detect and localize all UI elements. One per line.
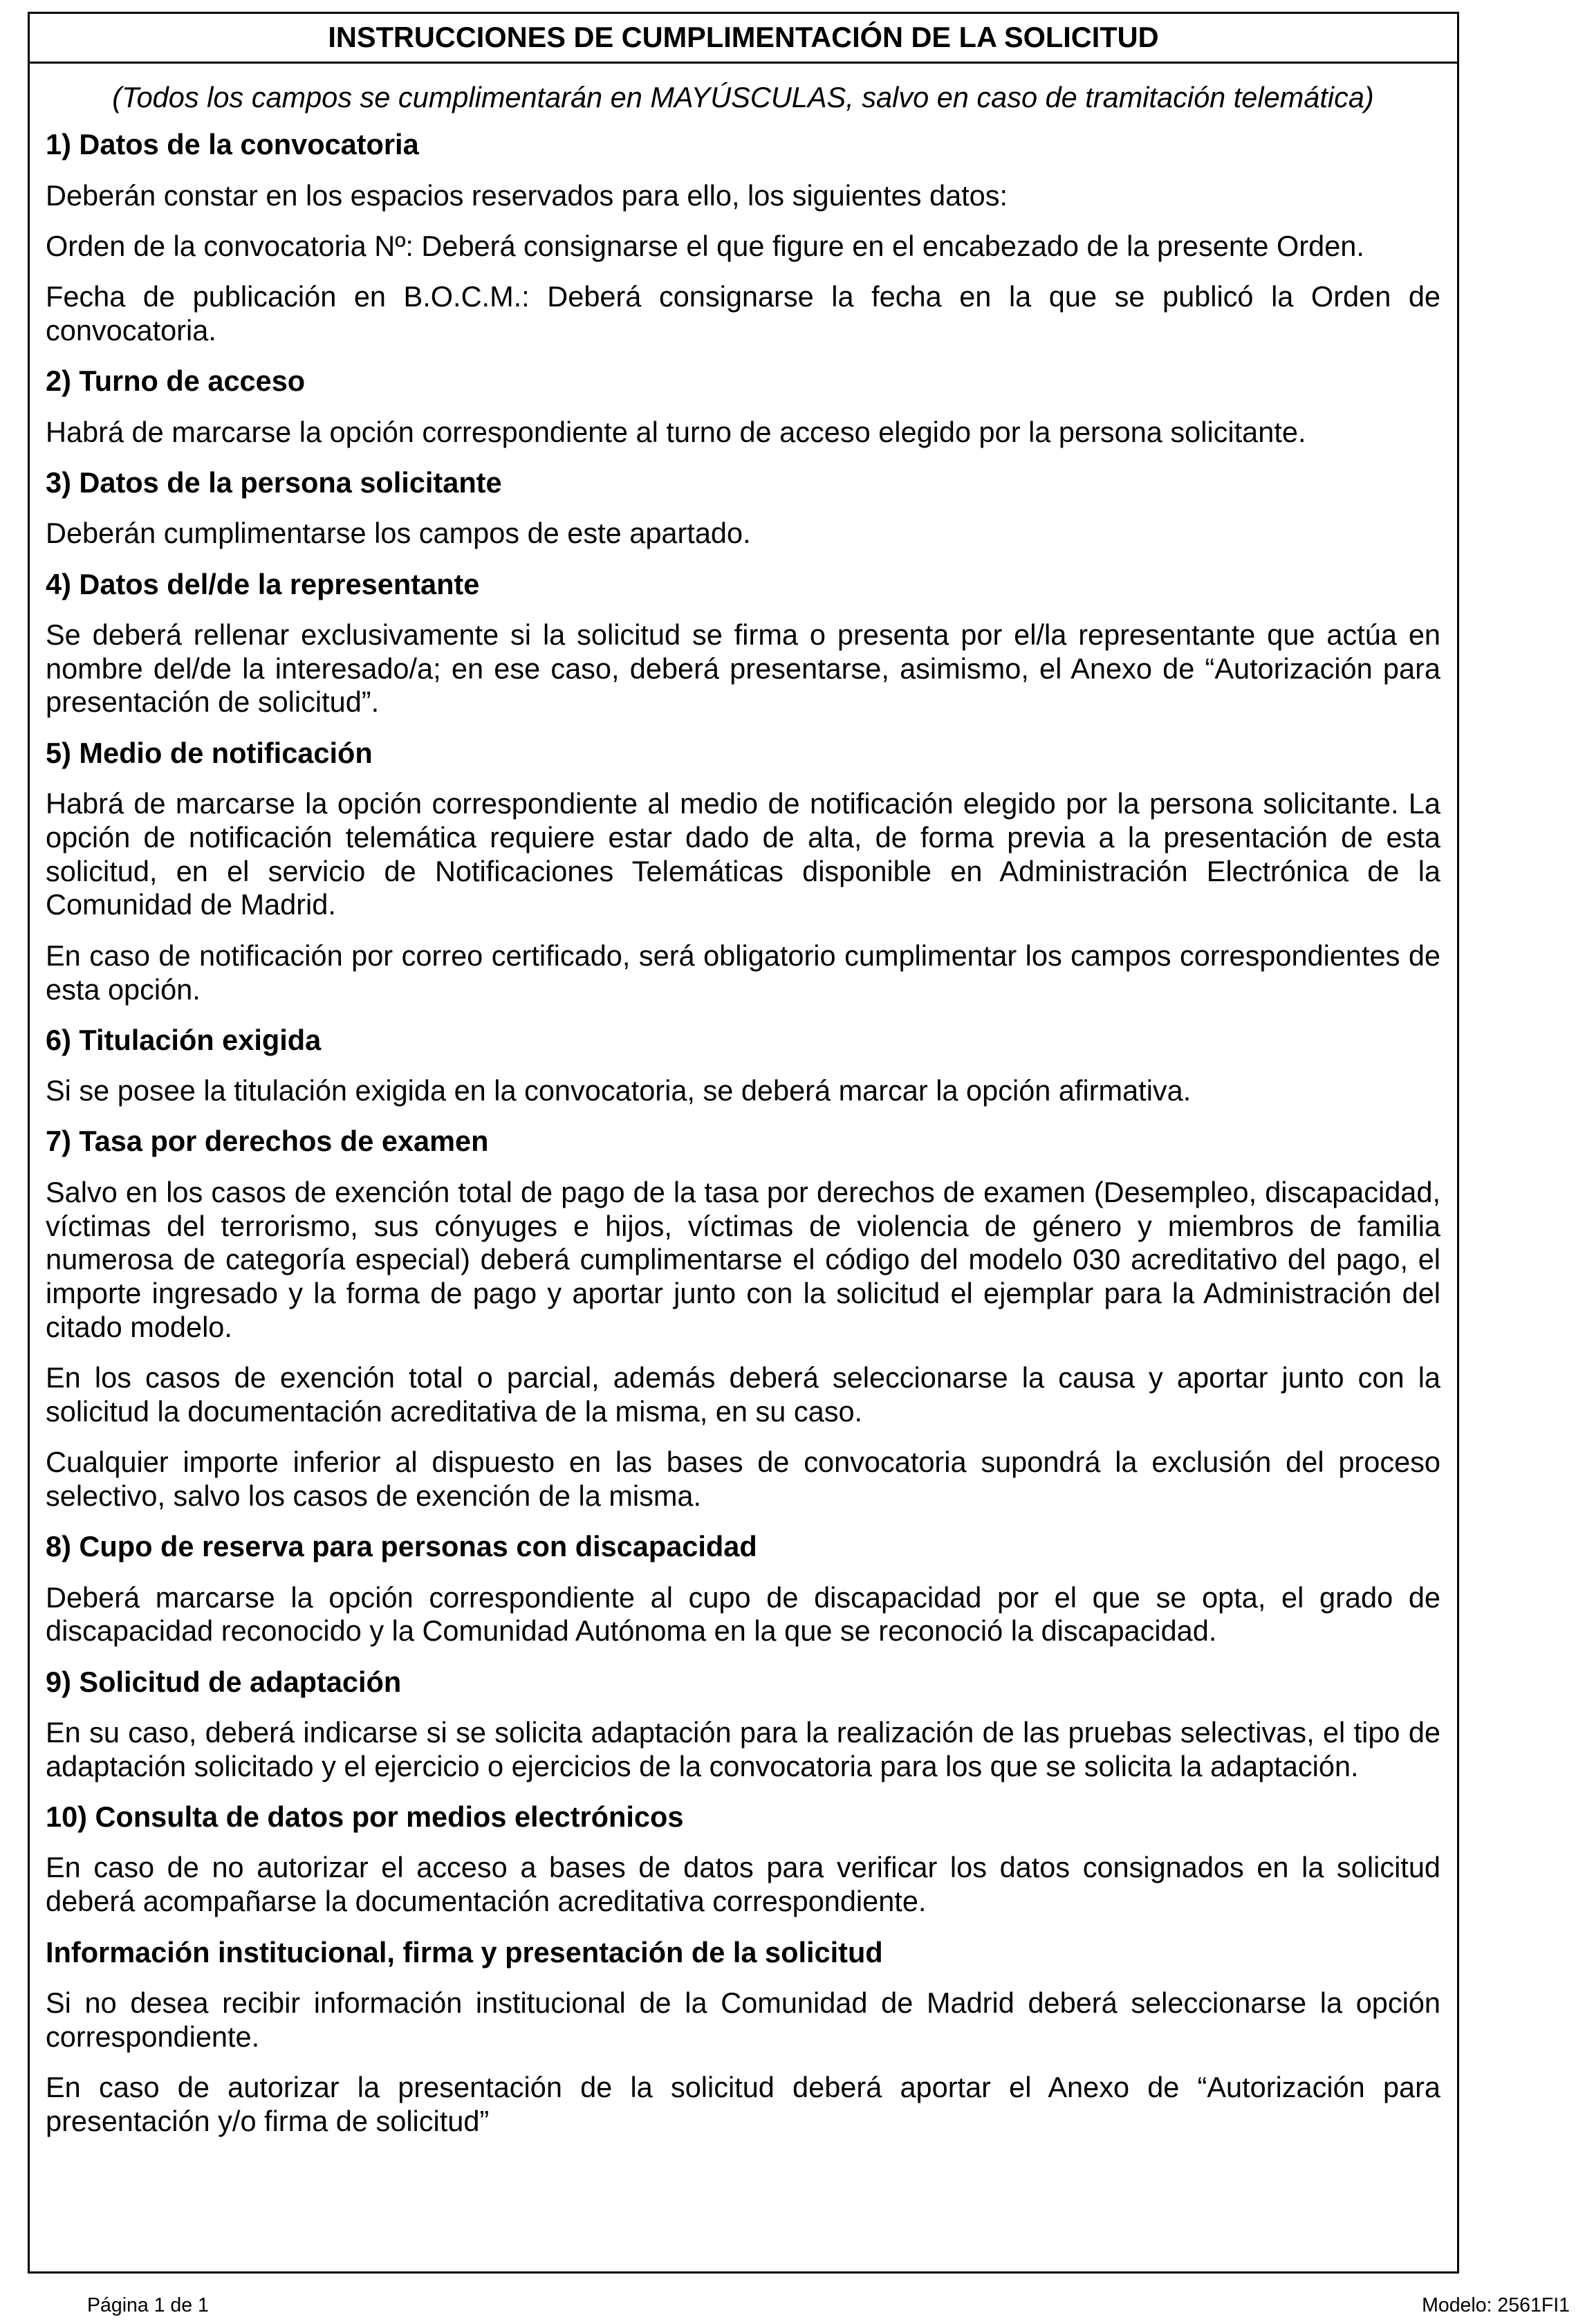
section-heading: 1) Datos de la convocatoria (46, 128, 419, 161)
section-paragraph: Salvo en los casos de exención total de pago de la tasa por derechos de examen (Desempleo, discapacidad, víctimas del terrorismo, sus cónyuges e hijos, víctimas de violencia de género y miembros de familia numerosa de categoría especial) deberá cumplimentarse el código del modelo 030 acreditativo del pago, el importe ingresado y la forma de pago y aportar junto con la solicitud el ejemplar para la Administración del citado modelo. (46, 1175, 1440, 1343)
section-paragraph: Deberán cumplimentarse los campos de este apartado. (46, 517, 751, 550)
section-paragraph: Deberán constar en los espacios reservados para ello, los siguientes datos: (46, 178, 1008, 212)
instructions-box (28, 12, 1459, 2274)
section-heading: 9) Solicitud de adaptación (46, 1665, 402, 1698)
instruction-section (46, 737, 1440, 1007)
section-paragraph: En su caso, deberá indicarse si se solicita adaptación para la realización de las pruebas selectivas, el tipo de adaptación solicitado y el ejercicio o ejercicios de la convocatoria para los que se solicita la adaptación. (46, 1716, 1440, 1782)
title-row (30, 14, 1457, 64)
section-heading: 7) Tasa por derechos de examen (46, 1125, 489, 1158)
section-paragraph: Deberá marcarse la opción correspondiente al cupo de discapacidad por el que se opta, el grado de discapacidad reconocido y la Comunidad Autónoma en la que se reconoció la discapacidad. (46, 1580, 1440, 1648)
section-paragraph: Habrá de marcarse la opción correspondiente al medio de notificación elegido por la persona solicitante. La opción de notificación telemática requiere estar dado de alta, de forma previa a la presentación de esta solicitud, en el servicio de Notificaciones Telemáticas disponible en Administración Electrónica de la Comunidad de Madrid. (46, 787, 1440, 921)
document-title: INSTRUCCIONES DE CUMPLIMENTACIÓN DE LA SOLICITUD (328, 21, 1159, 54)
instruction-section (46, 1936, 1440, 2139)
instruction-section (46, 466, 1440, 551)
page-number: Página 1 de 1 (87, 2294, 209, 2316)
instruction-section (46, 568, 1440, 720)
section-heading: 3) Datos de la persona solicitante (46, 465, 502, 499)
section-paragraph: Si se posee la titulación exigida en la convocatoria, se deberá marcar la opción afirmativa. (46, 1074, 1192, 1107)
instruction-section (46, 1530, 1440, 1648)
section-paragraph: Cualquier importe inferior al dispuesto en las bases de convocatoria supondrá la exclusión del proceso selectivo, salvo los casos de exención de la misma. (46, 1446, 1440, 1513)
instruction-section (46, 1800, 1440, 1919)
section-heading: Información institucional, firma y presentación de la solicitud (46, 1935, 883, 1968)
instruction-section (46, 128, 1440, 347)
section-paragraph: Habrá de marcarse la opción correspondiente al turno de acceso elegido por la persona solicitante. (46, 415, 1306, 448)
section-paragraph: En caso de no autorizar el acceso a bases de datos para verificar los datos consignados en la solicitud deberá acompañarse la documentación acreditativa correspondiente. (46, 1851, 1440, 1918)
instruction-section (46, 1125, 1440, 1513)
section-heading: 8) Cupo de reserva para personas con discapacidad (46, 1530, 757, 1563)
section-paragraph: Si no desea recibir información institucional de la Comunidad de Madrid deberá seleccionarse la opción correspondiente. (46, 1986, 1440, 2053)
instruction-section (46, 1666, 1440, 1784)
model-code: Modelo: 2561FI1 (1422, 2294, 1570, 2316)
instruction-section (46, 365, 1440, 449)
section-paragraph: Fecha de publicación en B.O.C.M.: Deberá consignarse la fecha en la que se publicó la Orden de convocatoria. (46, 280, 1440, 347)
section-heading: 4) Datos del/de la representante (46, 567, 480, 600)
section-heading: 10) Consulta de datos por medios electrónicos (46, 1800, 684, 1834)
section-paragraph: En los casos de exención total o parcial, además deberá seleccionarse la causa y aportar junto con la solicitud la documentación acreditativa de la misma, en su caso. (46, 1361, 1440, 1428)
section-paragraph: En caso de notificación por correo certificado, será obligatorio cumplimentar los campos correspondientes de esta opción. (46, 939, 1440, 1006)
section-paragraph: Orden de la convocatoria Nº: Deberá consignarse el que figure en el encabezado de la presente Orden. (46, 229, 1364, 262)
section-heading: 2) Turno de acceso (46, 365, 306, 398)
instructions-content (30, 64, 1457, 2139)
instruction-section (46, 1024, 1440, 1108)
section-paragraph: En caso de autorizar la presentación de la solicitud deberá aportar el Anexo de “Autorización para presentación y/o firma de solicitud” (46, 2070, 1440, 2137)
section-heading: 6) Titulación exigida (46, 1023, 322, 1056)
section-heading: 5) Medio de notificación (46, 736, 373, 769)
section-paragraph: Se deberá rellenar exclusivamente si la solicitud se firma o presenta por el/la representante que actúa en nombre del/de la interesado/a; en ese caso, deberá presentarse, asimismo, el Anexo de “Autorización para presentación de solicitud”. (46, 618, 1440, 719)
document-subtitle: (Todos los campos se cumplimentarán en MAYÚSCULAS, salvo en caso de tramitación telemática) (112, 80, 1374, 113)
